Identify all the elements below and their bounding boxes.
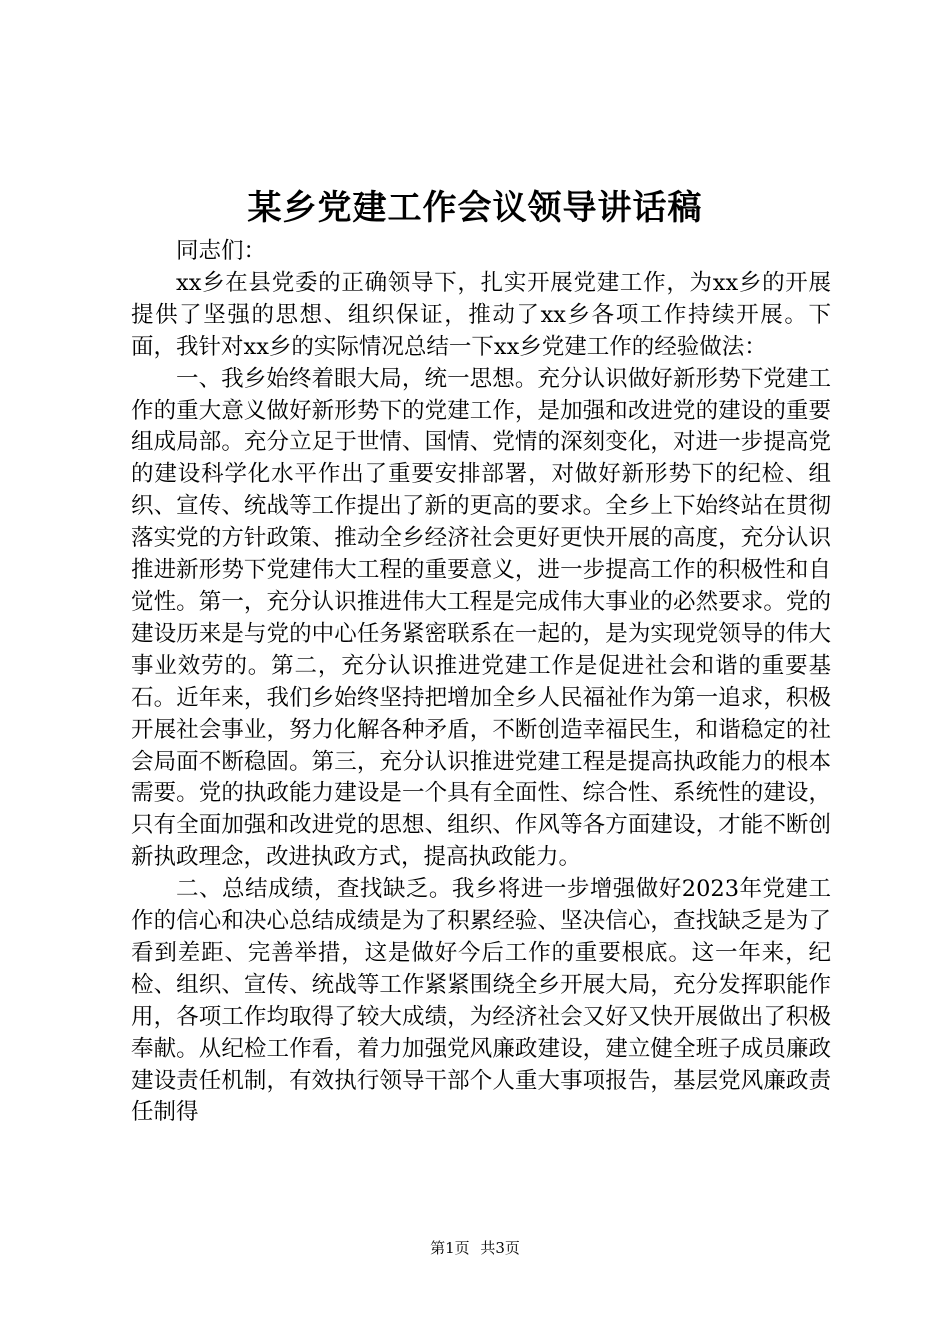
paragraph: xx乡在县党委的正确领导下，扎实开展党建工作，为xx乡的开展提供了坚强的思想、组织保证，推动了xx乡各项工作持续开展。下面，我针对xx乡的实际情况总结一下xx乡党建工作的经验做法： (131, 269, 831, 360)
document-body (131, 236, 831, 1129)
greeting: 同志们： (176, 238, 267, 264)
page-total: 共3页 (480, 1239, 520, 1257)
page-current: 第1页 (430, 1239, 470, 1257)
paragraph: 二、总结成绩，查找缺乏。我乡将进一步增强做好2023年党建工作的信心和决心总结成绩是为了积累经验、坚决信心，查找缺乏是为了看到差距、完善举措，这是做好今后工作的重要根底。这一年来，纪检、组织、宣传、统战等工作紧紧围绕全乡开展大局，充分发挥职能作用，各项工作均取得了较大成绩，为经济社会又好又快开展做出了积极奉献。从纪检工作看，着力加强党风廉政建设，建立健全班子成员廉政建设责任机制，有效执行领导干部个人重大事项报告，基层党风廉政责任制得 (131, 876, 831, 1126)
document-title: 某乡党建工作会议领导讲话稿 (247, 188, 703, 228)
page-footer (0, 1238, 950, 1258)
paragraph: 一、我乡始终着眼大局，统一思想。充分认识做好新形势下党建工作的重大意义做好新形势下的党建工作，是加强和改进党的建设的重要组成局部。充分立足于世情、国情、党情的深刻变化，对进一步提高党的建设科学化水平作出了重要安排部署，对做好新形势下的纪检、组织、宣传、统战等工作提出了新的更高的要求。全乡上下始终站在贯彻落实党的方针政策、推动全乡经济社会更好更快开展的高度，充分认识推进新形势下党建伟大工程的重要意义，进一步提高工作的积极性和自觉性。第一，充分认识推进伟大工程是完成伟大事业的必然要求。党的建设历来是与党的中心任务紧密联系在一起的，是为实现党领导的伟大事业效劳的。第二，充分认识推进党建工作是促进社会和谐的重要基石。近年来，我们乡始终坚持把增加全乡人民福祉作为第一追求，积极开展社会事业，努力化解各种矛盾，不断创造幸福民生，和谐稳定的社会局面不断稳固。第三，充分认识推进党建工程是提高执政能力的根本需要。党的执政能力建设是一个具有全面性、综合性、系统性的建设，只有全面加强和改进党的思想、组织、作风等各方面建设，才能不断创新执政理念，改进执政方式，提高执政能力。 (131, 365, 831, 871)
